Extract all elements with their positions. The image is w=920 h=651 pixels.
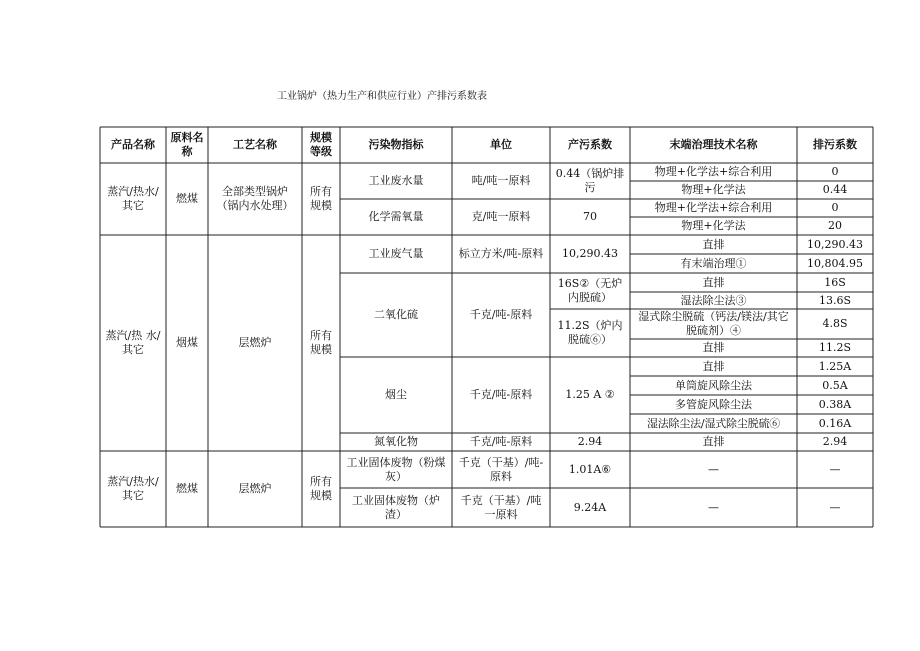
g2-tech: 直排 [702,359,725,373]
g2-gen-coef-dust: 1.25 A ② [565,388,615,401]
g3-coef: — [829,500,841,514]
g1-material: 燃煤 [176,192,198,205]
g2-tech: 湿式除尘脱硫（钙法/镁法/其它脱硫剂）④ [638,310,789,337]
g2-tech: 直排 [702,237,725,251]
g2-gen-coef-nox: 2.94 [577,435,603,448]
g1-coef: 20 [828,219,842,232]
g1-gen-coef-wastewater: 0.44（锅炉排污 [555,167,625,194]
g1-pollutant-cod: 化学需氧量 [368,210,424,223]
g2-tech: 直排 [702,341,725,354]
g2-material: 烟煤 [176,336,198,349]
g2-coef: 0.5A [822,378,848,392]
g2-tech: 单筒旋风除尘法 [675,378,752,392]
g3-material: 燃煤 [176,482,198,495]
g1-scale: 所有规模 [310,185,332,212]
g1-unit-cod: 克/吨一原料 [471,210,531,223]
header-scale: 规模等级 [310,131,332,158]
g2-scale: 所有规模 [310,329,332,356]
g3-pollutant-fly-ash: 工业固体废物（粉煤灰） [346,455,446,483]
g3-pollutant-slag: 工业固体废物（炉渣） [352,493,440,521]
g1-tech: 物理+化学法+综合利用 [654,165,773,178]
g3-gen-coef-slag: 9.24A [573,500,607,514]
g2-tech: 直排 [702,435,725,448]
g3-process: 层燃炉 [238,482,272,495]
g2-pollutant-waste-gas: 工业废气量 [368,247,424,260]
g3-tech: — [708,462,719,476]
page-title: 工业锅炉（热力生产和供应行业）产排污系数表 [277,91,487,102]
g3-gen-coef-fly-ash: 1.01A⑥ [568,462,612,476]
g3-coef: — [829,462,841,476]
g2-coef: 0.16A [818,416,852,430]
header-disch-coef: 排污系数 [813,138,857,151]
g2-product: 蒸汽/热 水/其它 [105,329,161,356]
g2-gen-coef-so2-no-desulf: 16S②（无炉内脱硫） [557,277,623,304]
g2-coef: 11.2S [818,341,852,354]
header-product: 产品名称 [111,138,155,151]
g1-tech: 物理+化学法 [681,219,746,232]
g2-pollutant-nox: 氮氧化物 [374,435,418,448]
g2-coef: 10,290.43 [807,237,863,251]
g3-unit-fly-ash: 千克（干基）/吨-原料 [458,455,544,483]
header-process: 工艺名称 [233,138,277,151]
header-gen-coef: 产污系数 [568,138,612,151]
g3-scale: 所有规模 [310,475,332,502]
g2-gen-coef-waste-gas: 10,290.43 [562,247,618,260]
g2-unit-so2: 千克/吨-原料 [469,308,533,321]
g1-product: 蒸汽/热水/其它 [107,185,159,212]
header-pollutant: 污染物指标 [368,138,424,151]
header-material: 原料名称 [170,131,204,158]
g2-tech: 湿法除尘法③ [680,293,747,307]
g2-tech: 有末端治理① [680,256,747,270]
g2-tech: 湿法除尘法/湿式除尘脱硫⑥ [646,416,781,430]
g2-process: 层燃炉 [238,336,272,349]
g2-unit-dust: 千克/吨-原料 [469,388,533,401]
g1-gen-coef-cod: 70 [583,210,597,223]
g2-tech: 直排 [702,275,725,289]
g2-pollutant-so2: 二氧化硫 [374,308,418,321]
g2-coef: 4.8S [822,317,848,330]
g2-coef: 10,804.95 [807,256,863,270]
g3-unit-slag: 千克（干基）/吨一原料 [460,493,542,521]
g3-tech: — [708,500,719,514]
g2-pollutant-dust: 烟尘 [385,388,407,401]
g1-coef: 0.44 [822,183,848,196]
g1-pollutant-wastewater: 工业废水量 [368,174,424,187]
header-unit: 单位 [490,138,512,151]
g3-product: 蒸汽/热水/其它 [107,475,159,502]
g2-coef: 0.38A [818,397,852,411]
g2-coef: 2.94 [822,435,848,448]
g2-coef: 13.6S [818,293,852,307]
g1-tech: 物理+化学法+综合利用 [654,201,773,214]
g1-process: 全部类型锅炉（锅内水处理） [216,185,294,212]
g2-tech: 多管旋风除尘法 [675,397,752,411]
g1-tech: 物理+化学法 [681,183,746,196]
g2-gen-coef-so2-desulf: 11.2S（炉内脱硫⑥） [557,319,623,346]
header-tech: 末端治理技术名称 [669,138,758,151]
g1-coef: 0 [831,201,839,214]
g2-coef: 16S [824,275,846,289]
g2-coef: 1.25A [818,359,852,373]
g1-coef: 0 [831,165,839,178]
g2-unit-waste-gas: 标立方米/吨-原料 [458,247,544,260]
g1-unit-wastewater: 吨/吨一原料 [471,174,531,187]
g2-unit-nox: 千克/吨-原料 [469,435,533,448]
